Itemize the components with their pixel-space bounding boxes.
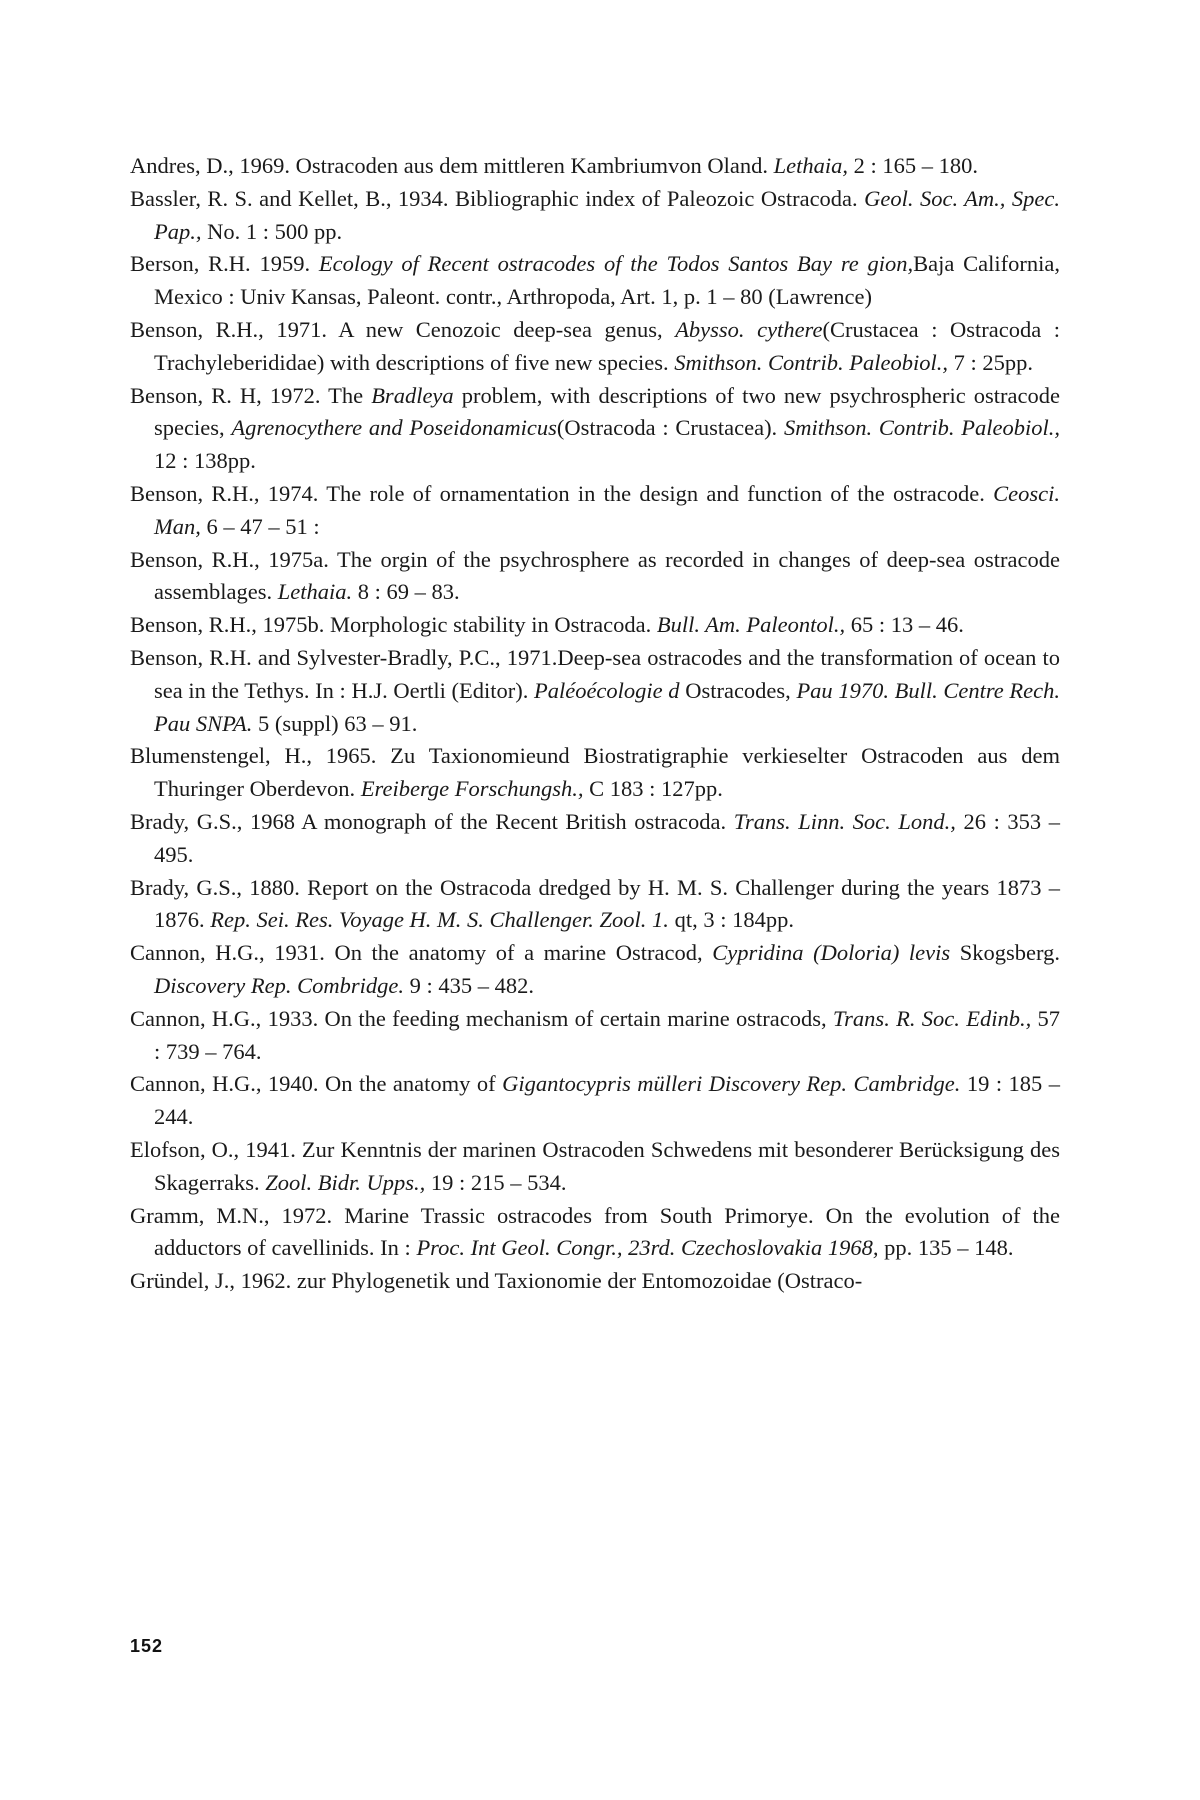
reference-text: Gramm, M.N., 1972. Marine Trassic ostracodes from South Primorye. On the evolution of the adductors of cavellinids. In :: [130, 1202, 1060, 1261]
reference-text: Brady, G.S., 1880. Report on the Ostracoda dredged by H. M. S. Challenger during the years 1873 – 1876.: [130, 874, 1060, 933]
reference-text: problem, with descriptions of two new psychrospheric ostracode species,: [154, 382, 1060, 441]
reference-text: Benson, R.H., 1974. The role of ornamentation in the design and function of the ostracode.: [130, 480, 994, 506]
reference-text: Elofson, O., 1941. Zur Kenntnis der marinen Ostracoden Schwedens mit besonderer Berücksigung des Skagerraks.: [130, 1136, 1060, 1195]
reference-text: Berson, R.H. 1959.: [130, 251, 319, 277]
reference-text: Cannon, H.G., 1931. On the anatomy of a marine Ostracod,: [130, 940, 713, 966]
reference-text: Blumenstengel, H., 1965. Zu Taxionomieund Biostratigraphie verkieselter Ostracoden aus dem Thuringer Oberdevon.: [130, 743, 1060, 802]
reference-entry: [130, 1068, 1060, 1134]
reference-italic-text: Bull. Am. Paleontol.,: [656, 612, 846, 638]
reference-text: 19 : 185 – 244.: [154, 1071, 1061, 1130]
reference-italic-text: Paléoécologie d: [533, 677, 680, 703]
reference-text: qt, 3 : 184pp.: [668, 907, 794, 933]
reference-italic-text: Cypridina (Doloria) levis: [712, 940, 951, 966]
reference-italic-text: Trans. R. Soc. Edinb.,: [832, 1005, 1032, 1031]
reference-text: 57 : 739 – 764.: [154, 1005, 1061, 1064]
reference-text: Ostracodes,: [679, 677, 797, 703]
reference-entry: [130, 806, 1060, 872]
reference-text: pp. 135 – 148.: [878, 1235, 1014, 1261]
reference-text: No. 1 : 500 pp.: [201, 218, 343, 244]
reference-text: Benson, R.H., 1975a. The orgin of the psychrosphere as recorded in changes of deep-sea ostracode assemblages.: [130, 546, 1060, 605]
reference-text: Cannon, H.G., 1933. On the feeding mechanism of certain marine ostracods,: [130, 1005, 833, 1031]
reference-italic-text: Geol. Soc. Am., Spec. Pap.,: [154, 185, 1060, 244]
reference-entry: [130, 544, 1060, 610]
reference-entry: [130, 740, 1060, 806]
reference-text: Benson, R.H. and Sylvester-Bradly, P.C., 1971.Deep-sea ostracodes and the transformation of ocean to sea in the Tethys. In : H.J. Oertli (Editor).: [130, 644, 1060, 703]
reference-entry: [130, 1265, 1060, 1298]
reference-text: 65 : 13 – 46.: [845, 612, 964, 638]
reference-entry: [130, 314, 1060, 380]
reference-text: Baja California, Mexico : Univ Kansas, Paleont. contr., Arthropoda, Art. 1, p. 1 – 80 (Lawrence): [154, 251, 1061, 310]
reference-text: Benson, R.H., 1975b. Morphologic stability in Ostracoda.: [130, 612, 657, 638]
reference-entry: [130, 183, 1060, 249]
reference-entry: [130, 380, 1060, 478]
reference-text: (Ostracoda : Crustacea).: [556, 415, 784, 441]
reference-italic-text: Lethaia,: [773, 153, 849, 178]
reference-entry: [130, 872, 1060, 938]
reference-entry: [130, 150, 1060, 183]
reference-text: Gründel, J., 1962. zur Phylogenetik und Taxionomie der Entomozoidae (Ostraco-: [130, 1268, 863, 1294]
reference-entry: [130, 1003, 1060, 1069]
reference-text: 2 : 165 – 180.: [848, 153, 979, 178]
reference-entry: [130, 1200, 1060, 1266]
reference-entry: [130, 478, 1060, 544]
reference-text: 5 (suppl) 63 – 91.: [252, 710, 418, 736]
reference-text: 26 : 353 – 495.: [154, 808, 1060, 867]
reference-text: 19 : 215 – 534.: [425, 1169, 567, 1195]
reference-text: Bassler, R. S. and Kellet, B., 1934. Bibliographic index of Paleozoic Ostracoda.: [130, 185, 865, 211]
reference-italic-text: Lethaia.: [277, 579, 353, 605]
reference-italic-text: Discovery Rep. Combridge.: [154, 972, 404, 998]
reference-italic-text: Pau 1970. Bull. Centre Rech. Pau SNPA.: [154, 677, 1060, 736]
reference-italic-text: Bradleya: [371, 382, 454, 408]
reference-italic-text: Smithson. Contrib. Paleobiol.,: [674, 349, 949, 375]
reference-text: Brady, G.S., 1968 A monograph of the Recent British ostracoda.: [130, 808, 734, 834]
reference-text: 12 : 138pp.: [154, 448, 256, 474]
reference-italic-text: Agrenocythere and Poseidonamicus: [231, 415, 557, 441]
reference-text: Benson, R.H., 1971. A new Cenozoic deep-sea genus,: [130, 316, 676, 342]
reference-italic-text: Zool. Bidr. Upps.,: [265, 1169, 426, 1195]
reference-italic-text: Rep. Sei. Res. Voyage H. M. S. Challenger. Zool. 1.: [210, 907, 669, 933]
reference-text: Benson, R. H, 1972. The: [130, 382, 372, 408]
reference-entry: [130, 248, 1060, 314]
reference-italic-text: Trans. Linn. Soc. Lond.,: [733, 808, 956, 834]
reference-text: 6 – 47 – 51 :: [200, 513, 320, 539]
reference-text: 8 : 69 – 83.: [352, 579, 460, 605]
reference-italic-text: Proc. Int Geol. Congr., 23rd. Czechoslovakia 1968,: [416, 1235, 879, 1261]
reference-italic-text: Ceosci. Man,: [154, 480, 1060, 539]
reference-italic-text: Abysso. cythere: [675, 316, 823, 342]
reference-italic-text: Gigantocypris mülleri Discovery Rep. Cambridge.: [502, 1071, 961, 1097]
reference-entry: [130, 1134, 1060, 1200]
reference-text: Skogsberg.: [950, 940, 1060, 966]
reference-text: 9 : 435 – 482.: [403, 972, 534, 998]
reference-entry: [130, 609, 1060, 642]
reference-italic-text: Smithson. Contrib. Paleobiol.,: [783, 415, 1060, 441]
reference-entry: [130, 642, 1060, 740]
reference-italic-text: Ecology of Recent ostracodes of the Todos Santos Bay re gion,: [318, 251, 914, 277]
reference-text: Cannon, H.G., 1940. On the anatomy of: [130, 1071, 503, 1097]
reference-list: [130, 150, 1060, 1298]
reference-text: C 183 : 127pp.: [583, 776, 723, 802]
reference-text: Andres, D., 1969. Ostracoden aus dem mittleren Kambriumvon Oland.: [130, 153, 774, 178]
reference-entry: [130, 937, 1060, 1003]
reference-italic-text: Ereiberge Forschungsh.,: [360, 776, 584, 802]
page-number: 152: [130, 1636, 164, 1656]
reference-text: 7 : 25pp.: [948, 349, 1034, 375]
reference-text: (Crustacea : Ostracoda : Trachyleberididae) with descriptions of five new species.: [154, 316, 1060, 375]
